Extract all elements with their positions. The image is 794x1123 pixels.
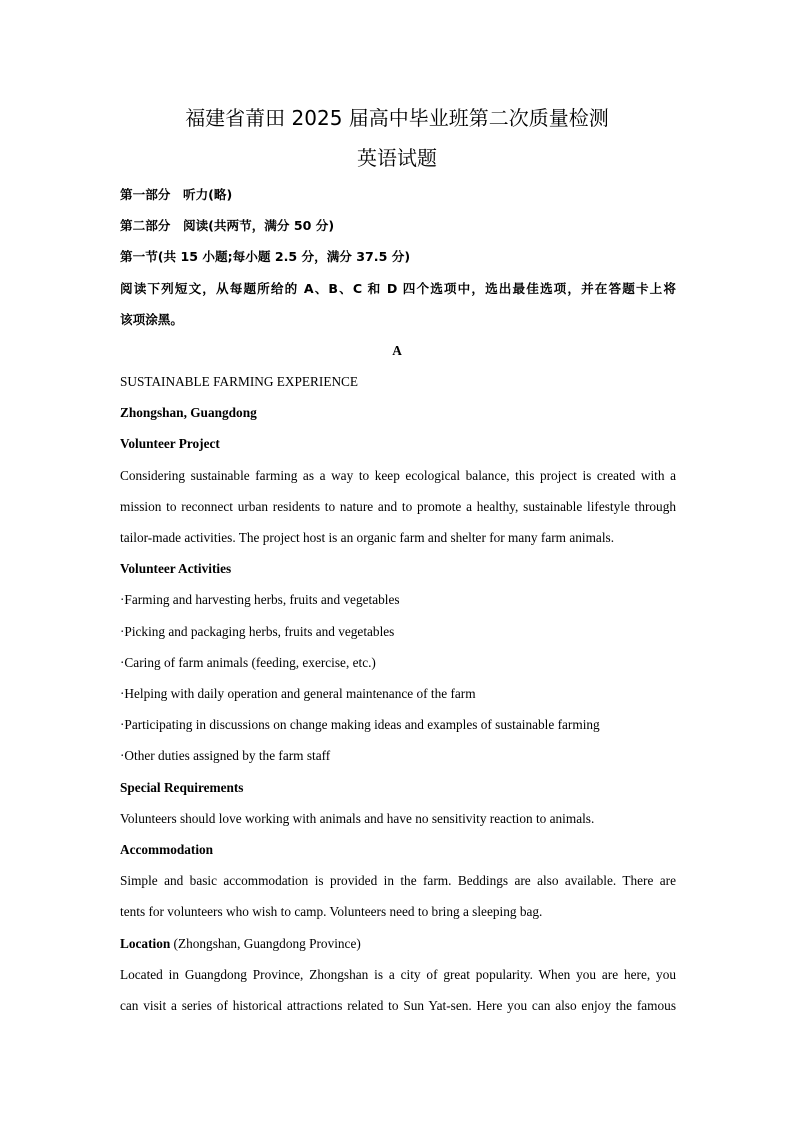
activity-item: ·Helping with daily operation and general maintenance of the farm bbox=[120, 686, 476, 701]
special-requirements-label: Special Requirements bbox=[120, 780, 244, 795]
intro-line-2: mission to reconnect urban residents to nature and to promote a healthy, sustainable lifestyle through bbox=[120, 499, 676, 514]
location-label: Location bbox=[120, 936, 171, 951]
location-line-1: Located in Guangdong Province, Zhongshan is a city of great popularity. When you are here, you bbox=[120, 967, 676, 982]
section-one-heading: 第一节(共 15 小题;每小题 2.5 分，满分 37.5 分) bbox=[120, 249, 411, 264]
special-requirements-text: Volunteers should love working with animals and have no sensitivity reaction to animals. bbox=[120, 811, 595, 826]
exam-subtitle: 英语试题 bbox=[357, 146, 437, 170]
intro-line-1: Considering sustainable farming as a way to keep ecological balance, this project is created with a bbox=[120, 468, 676, 483]
volunteer-activities-label: Volunteer Activities bbox=[120, 561, 232, 576]
passage-place: Zhongshan, Guangdong bbox=[120, 405, 257, 420]
volunteer-project-label: Volunteer Project bbox=[120, 436, 220, 451]
directions-line-1: 阅读下列短文，从每题所给的 A、B、C 和 D 四个选项中，选出最佳选项，并在答题卡上将 bbox=[120, 281, 676, 296]
activity-item: ·Caring of farm animals (feeding, exercise, etc.) bbox=[120, 655, 376, 670]
passage-heading: SUSTAINABLE FARMING EXPERIENCE bbox=[120, 374, 359, 389]
activity-item: ·Participating in discussions on change making ideas and examples of sustainable farming bbox=[120, 717, 600, 732]
location-line-2: can visit a series of historical attractions related to Sun Yat-sen. Here you can also enjoy the famous bbox=[120, 998, 676, 1013]
accommodation-label: Accommodation bbox=[120, 842, 214, 857]
exam-title: 福建省莆田 2025 届高中毕业班第二次质量检测 bbox=[185, 106, 609, 130]
part-one-heading: 第一部分 听力(略) bbox=[120, 187, 233, 202]
activity-item: ·Farming and harvesting herbs, fruits and vegetables bbox=[120, 592, 400, 607]
location-heading bbox=[120, 935, 676, 953]
activity-item: ·Picking and packaging herbs, fruits and vegetables bbox=[120, 624, 395, 639]
location-detail: (Zhongshan, Guangdong Province) bbox=[170, 936, 361, 951]
intro-line-3: tailor-made activities. The project host is an organic farm and shelter for many farm animals. bbox=[120, 530, 615, 545]
directions-line-2: 该项涂黑。 bbox=[120, 312, 183, 327]
activity-item: ·Other duties assigned by the farm staff bbox=[120, 748, 331, 763]
accommodation-line-2: tents for volunteers who wish to camp. Volunteers need to bring a sleeping bag. bbox=[120, 904, 543, 919]
part-two-heading: 第二部分 阅读(共两节，满分 50 分) bbox=[120, 218, 335, 233]
passage-letter: A bbox=[392, 343, 402, 358]
accommodation-line-1: Simple and basic accommodation is provided in the farm. Beddings are also available. There are bbox=[120, 873, 676, 888]
